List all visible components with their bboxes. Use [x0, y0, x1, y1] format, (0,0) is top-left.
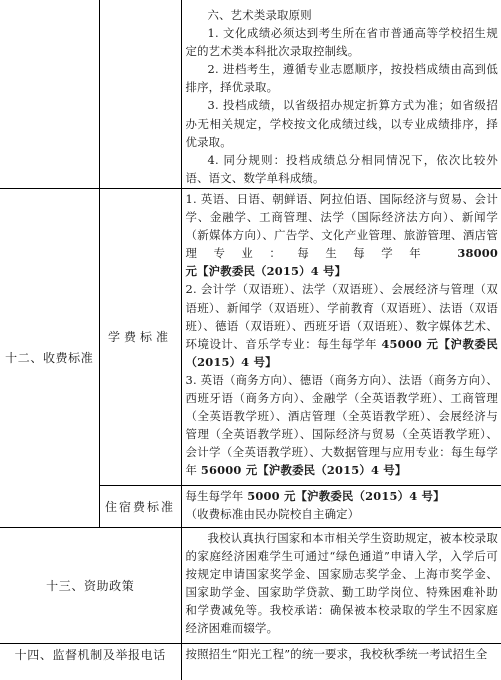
- tuition-item: 2. 会计学（双语班）、法学（双语班）、会展经济与管理（双语班）、新闻学（双语班）、学前教育（双语班）、法语（双语班）、德语（双语班）、西班牙语（双语班）、数字媒体艺术、环境设计、音乐学专业：每生每学年 45000 元【沪教委民（2015）4 号】: [185, 282, 498, 369]
- art-rules-heading: 六、艺术类录取原则: [207, 8, 312, 22]
- tuition-amount: 38000: [457, 246, 498, 261]
- dorm-fee-line: 每生每学年 5000 元【沪教委民（2015）4 号】: [185, 488, 445, 503]
- tuition-label: 学费标准: [99, 188, 181, 485]
- dorm-cell: [181, 485, 501, 527]
- fees-section-label: 十二、收费标准: [0, 188, 99, 527]
- tuition-item: 3. 英语（商务方向）、德语（商务方向）、法语（商务方向）、西班牙语（商务方向）、金融学（全英语教学班）、工商管理（全英语教学班）、酒店管理（全英语教学班）、会展经济与管理（全英语教学班）、国际经济与贸易（全英语教学班）、会计学（全英语教学班）、大数据管理与应用专业：每生每学年 56000 元【沪教委民（2015）4 号】: [185, 372, 498, 478]
- tuition-amount: 56000: [200, 463, 242, 478]
- aid-text: 我校认真执行国家和本市相关学生资助规定，被本校录取的家庭经济困难学生可通过“绿色通道”申请入学，入学后可按规定申请国家奖学金、国家励志奖学金、上海市奖学金、国家助学金、国家助学贷款、勤工助学岗位、特殊困难补助和学费减免等。我校承诺：确保被本校录取的学生不因家庭经济困难而辍学。: [185, 530, 498, 636]
- blank-cell-left: [0, 0, 99, 188]
- art-rule-item: 4. 同分规则：投档成绩总分相同情况下，依次比较外语、语文、数学单科成绩。: [185, 152, 498, 185]
- dorm-amount: 5000: [247, 488, 280, 503]
- tuition-amount: 45000: [381, 336, 422, 351]
- aid-row: [0, 527, 501, 643]
- supervision-text: 按照招生“阳光工程”的统一要求，我校秋季统一考试招生全: [185, 646, 488, 661]
- tuition-cell: [181, 188, 501, 485]
- art-rule-item: 2. 进档考生，遵循专业志愿顺序，按投档成绩由高到低排序，择优录取。: [185, 62, 498, 95]
- art-rule-item: 3. 投档成绩，以省级招办规定折算方式为准；如省级招办无相关规定，学校按文化成绩过线，以专业成绩排序，择优录取。: [185, 98, 498, 149]
- aid-cell: [181, 527, 501, 643]
- dorm-note: （收费标准由民办院校自主确定）: [185, 507, 360, 522]
- aid-section-label: 十三、资助政策: [0, 527, 181, 643]
- art-rules-cell: [181, 0, 501, 188]
- tuition-row: [0, 188, 501, 485]
- dorm-label: 住宿费标准: [99, 485, 181, 527]
- blank-cell-mid: [99, 0, 181, 188]
- art-rules-row: [0, 0, 501, 188]
- tuition-item: 1. 英语、日语、朝鲜语、阿拉伯语、国际经济与贸易、会计学、金融学、工商管理、法学（国际经济法方向）、新闻学（新媒体方向）、广告学、文化产业管理、旅游管理、酒店管理专业：每生每学年 38000 元【沪教委民（2015）4 号】: [185, 191, 498, 279]
- art-rule-item: 1. 文化成绩必须达到考生所在省市普通高等学校招生规定的艺术类本科批次录取控制线。: [185, 26, 498, 59]
- supervision-section-label: 十四、监督机制及举报电话: [0, 643, 181, 680]
